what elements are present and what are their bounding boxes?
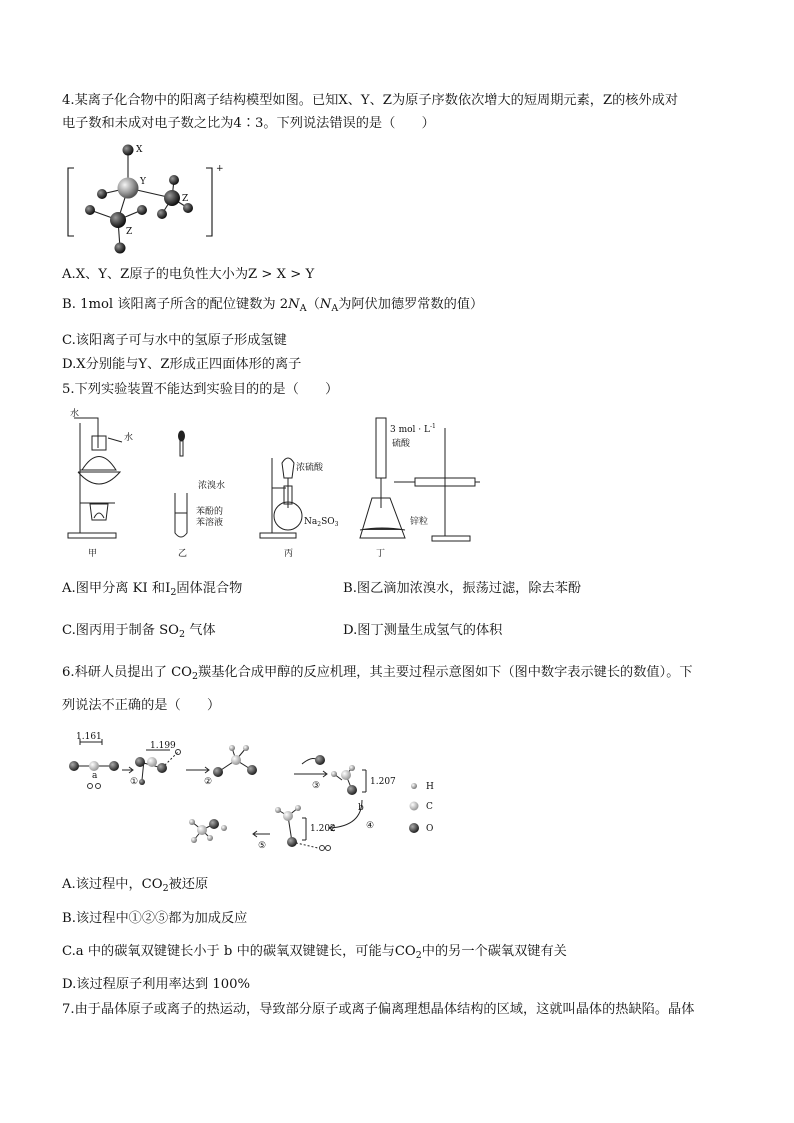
label-z2: Z xyxy=(126,227,133,237)
label-step-3: ③ xyxy=(312,781,321,791)
q6-mechanism-figure xyxy=(62,730,452,860)
legend-c-label: C xyxy=(426,802,433,812)
legend-c-atom xyxy=(410,802,419,811)
q4-option-d: D.X分别能与Y、Z形成正四面体形的离子 xyxy=(62,357,302,372)
label-step-2: ② xyxy=(204,777,213,787)
label-step-1: ① xyxy=(130,777,139,787)
label-yi: 乙 xyxy=(178,549,188,559)
q6-option-c: C.a 中的碳氧双键键长小于 b 中的碳氧双键键长，可能与$CO_2$中的另一个碳氧双键有关 xyxy=(62,944,567,961)
label-zinc: 锌粒 xyxy=(410,517,429,527)
label-len-1207: 1.207 xyxy=(370,777,396,787)
label-conc-h2so4: 浓硫酸 xyxy=(296,463,324,473)
legend-h-label: H xyxy=(426,782,434,792)
q6-option-d: D.该过程原子利用率达到 100% xyxy=(62,977,251,992)
q5-apparatus-figure xyxy=(60,408,480,563)
label-bromine-water: 浓溴水 xyxy=(198,481,226,491)
label-bing: 丙 xyxy=(284,549,294,559)
legend-o-label: O xyxy=(426,824,434,834)
q5-option-d: D.图丁测量生成氢气的体积 xyxy=(343,623,503,638)
label-step-4: ④ xyxy=(366,821,375,831)
q4-option-a: A.X、Y、Z原子的电负性大小为Z > X > Y xyxy=(62,267,315,282)
label-z1: Z xyxy=(182,194,189,204)
label-len-1202: 1.202 xyxy=(310,824,336,834)
q6-option-b: B.该过程中①②⑤都为加成反应 xyxy=(62,911,248,926)
atom-z2 xyxy=(110,212,126,228)
label-water-in: 水 xyxy=(70,409,80,419)
legend-o-atom xyxy=(409,823,419,833)
label-b: b xyxy=(358,803,364,813)
q5-stem: 5.下列实验装置不能达到实验目的的是（ ） xyxy=(62,382,339,397)
q6-option-a: A.该过程中，$CO_2$被还原 xyxy=(62,877,209,894)
label-acid-conc: 3 mol · $L^{-1}$ xyxy=(390,423,436,435)
legend-h-atom xyxy=(411,783,417,789)
q5-option-b: B.图乙滴加浓溴水，振荡过滤，除去苯酚 xyxy=(343,581,582,596)
label-y: Y xyxy=(140,177,146,187)
label-ding: 丁 xyxy=(376,549,386,559)
label-water-out: 水 xyxy=(124,433,134,443)
atom-x xyxy=(123,145,134,156)
label-step-5: ⑤ xyxy=(258,841,267,851)
label-acid-name: 硫酸 xyxy=(392,439,411,449)
q6-stem-line1: 6.科研人员提出了 $CO_2$羰基化合成甲醇的反应机理，其主要过程示意图如下（图中数字表示键长的数值）。下 xyxy=(62,665,693,682)
q7-stem-line1: 7.由于晶体原子或离子的热运动，导致部分原子或离子偏离理想晶体结构的区域，这就叫晶体的热缺陷。晶体 xyxy=(62,1002,695,1017)
q4-option-c: C.该阳离子可与水中的氢原子形成氢键 xyxy=(62,333,287,348)
q4-charge-label: + xyxy=(216,164,224,174)
label-len-1161: 1.161 xyxy=(76,732,102,742)
label-len-1199: 1.199 xyxy=(150,741,176,751)
q4-stem-line2: 电子数和未成对电子数之比为4∶3。下列说法错误的是（ ） xyxy=(62,116,435,131)
label-na2so3: $Na_2SO_3$ xyxy=(304,517,339,528)
atom-y xyxy=(118,178,139,199)
q4-stem-line1: 4.某离子化合物中的阳离子结构模型如图。已知X、Y、Z为原子序数依次增大的短周期元素，Z的核外成对 xyxy=(62,93,679,108)
q4-option-b: B. 1mol 该阳离子所含的配位键数为 $2N_A(N_A$为阿伏加德罗常数的值） xyxy=(62,297,484,314)
q6-stem-line2: 列说法不正确的是（ ） xyxy=(62,698,221,713)
q5-option-c: C.图丙用于制备 $SO_2$ 气体 xyxy=(62,623,216,640)
label-a: a xyxy=(92,771,98,781)
label-phenol-2: 苯溶液 xyxy=(196,518,224,528)
q4-cation-structure-figure xyxy=(60,138,240,263)
q5-option-a: A.图甲分离 KI 和$I_2$固体混合物 xyxy=(62,581,243,598)
label-x: X xyxy=(136,145,143,155)
label-jia: 甲 xyxy=(88,549,98,559)
atom-z1 xyxy=(164,190,180,206)
label-phenol-1: 苯酚的 xyxy=(196,507,224,517)
